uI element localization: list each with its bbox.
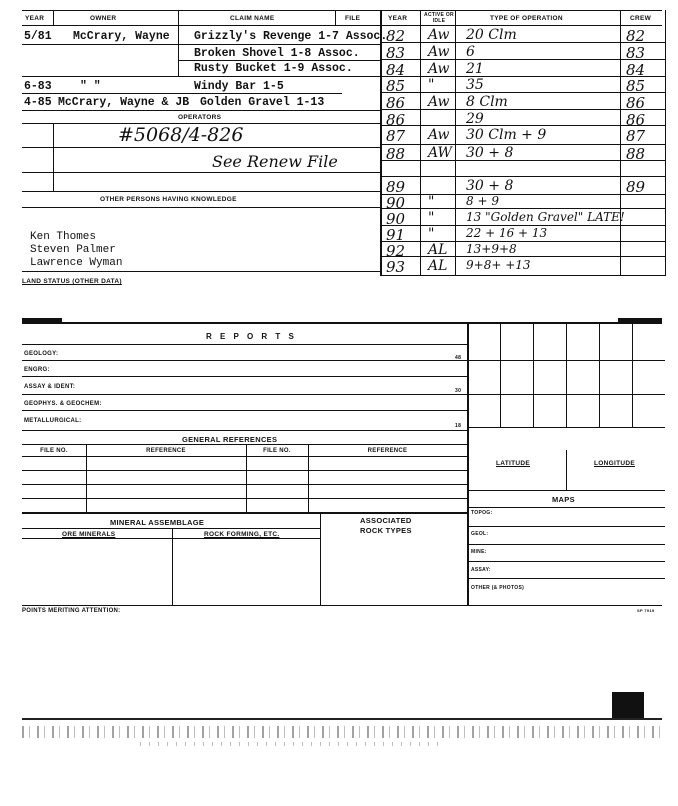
points-meriting-label: POINTS MERITING ATTENTION: [22,608,121,614]
activity-operation: 13 "Golden Gravel" LATE! [466,210,625,224]
associated-label: ASSOCIATED [360,516,412,525]
header-year: YEAR [25,15,45,22]
map-row-assay: ASSAY: [471,567,491,573]
activity-status: AW [428,145,452,161]
map-row-mine: MINE: [471,549,487,555]
report-row-label: METALLURGICAL: [24,418,82,424]
scan-artifact-band [22,718,662,720]
activity-year: 90 [386,194,406,212]
activity-status: " [428,77,435,93]
activity-operation: 9+8+ +13 [466,258,531,272]
claim-owner: McCrary, Wayne [73,30,170,43]
activity-status: Aw [428,127,450,143]
claim-name: Rusty Bucket 1-9 Assoc. [194,62,353,75]
general-references-label: GENERAL REFERENCES [182,435,278,444]
activity-status: " [428,226,435,242]
ref-header-file-no: FILE NO. [40,448,68,454]
header-owner: OWNER [90,15,117,22]
activity-operation: 22 + 16 + 13 [466,226,548,240]
activity-status: " [428,210,435,226]
activity-year: 83 [386,44,406,62]
form-code: SP 7919 [637,608,655,613]
activity-crew: 87 [626,127,646,145]
report-row-label: GEOLOGY: [24,351,59,357]
activity-crew: 84 [626,61,646,79]
activity-status: AL [428,258,448,274]
header-active-idle: ACTIVE OR IDLE [424,12,454,24]
operators-handwritten-1: #5068/4-826 [118,124,244,146]
header-claim-name: CLAIM NAME [230,15,275,22]
activity-operation: 8 + 9 [466,194,499,208]
claim-year: 4-85 [24,96,52,109]
other-person: Ken Thomes [30,231,97,243]
claim-owner: " " [80,80,101,93]
activity-operation: 20 Clm [466,27,517,43]
activity-operation: 21 [466,61,484,77]
activity-crew: 83 [626,44,646,62]
header-year-2: YEAR [388,15,408,22]
header-crew: CREW [630,15,652,22]
activity-operation: 6 [466,44,475,60]
claim-name: Broken Shovel 1-8 Assoc. [194,47,360,60]
report-row-label: GEOPHYS. & GEOCHEM: [24,401,102,407]
activity-year: 86 [386,111,406,129]
activity-operation: 8 Clm [466,94,508,110]
header-file: FILE [345,15,361,22]
activity-year: 88 [386,145,406,163]
rock-forming-label: ROCK FORMING, ETC. [204,531,280,538]
other-persons-label: OTHER PERSONS HAVING KNOWLEDGE [100,196,237,203]
header-type-of-operation: TYPE OF OPERATION [490,15,563,22]
reports-title: R E P O R T S [206,332,297,341]
ore-minerals-label: ORE MINERALS [62,531,116,538]
activity-year: 87 [386,127,406,145]
report-row-num: 30 [455,388,462,394]
maps-label: MAPS [552,495,575,504]
other-person: Steven Palmer [30,244,116,256]
activity-operation: 29 [466,111,484,127]
activity-crew: 82 [626,27,646,45]
activity-status: Aw [428,61,450,77]
mineral-assemblage-label: MINERAL ASSEMBLAGE [110,518,205,527]
map-row-geol: GEOL: [471,531,489,537]
rock-types-label: ROCK TYPES [360,526,412,535]
activity-year: 92 [386,242,406,260]
scan-artifact-noise-2 [140,742,440,746]
map-row-topog: TOPOG: [471,510,493,516]
activity-operation: 30 Clm + 9 [466,127,547,143]
claim-name: Grizzly's Revenge 1-7 Assoc. [194,30,388,43]
activity-status: Aw [428,27,450,43]
activity-status: " [428,194,435,210]
claim-name: Windy Bar 1-5 [194,80,284,93]
activity-year: 93 [386,258,406,276]
ref-header-reference: REFERENCE [146,448,186,454]
activity-status: AL [428,242,448,258]
report-row-num: 18 [455,423,462,429]
operators-handwritten-2: See Renew File [212,152,338,171]
scan-artifact-square [612,692,644,720]
activity-year: 90 [386,210,406,228]
latitude-label: LATITUDE [496,460,531,467]
activity-operation: 13+9+8 [466,242,517,256]
activity-year: 86 [386,94,406,112]
report-row-label: ASSAY & IDENT: [24,384,76,390]
operators-label: OPERATORS [178,114,222,121]
claim-year: 6-83 [24,80,52,93]
report-row-num: 48 [455,355,462,361]
land-status-label: LAND STATUS (OTHER DATA) [22,278,122,285]
activity-operation: 35 [466,77,484,93]
activity-crew: 85 [626,77,646,95]
longitude-label: LONGITUDE [594,460,635,467]
activity-year: 84 [386,61,406,79]
activity-year: 91 [386,226,406,244]
claim-year: 5/81 [24,30,52,43]
ref-header-file-no: FILE NO. [263,448,291,454]
activity-year: 89 [386,178,406,196]
activity-status: Aw [428,44,450,60]
map-row-other: OTHER (& PHOTOS) [471,585,525,591]
activity-operation: 30 + 8 [466,145,514,161]
activity-crew: 86 [626,94,646,112]
activity-crew: 88 [626,145,646,163]
report-row-label: ENGRG: [24,367,50,373]
activity-year: 82 [386,27,406,45]
activity-status: Aw [428,94,450,110]
claim-name: Golden Gravel 1-13 [200,96,325,109]
activity-operation: 30 + 8 [466,178,514,194]
activity-crew: 86 [626,111,646,129]
activity-crew: 89 [626,178,646,196]
scan-artifact-noise [22,726,662,738]
activity-year: 85 [386,77,406,95]
other-person: Lawrence Wyman [30,257,123,269]
claim-owner: McCrary, Wayne & JB [58,96,190,109]
ref-header-reference: REFERENCE [367,448,408,454]
